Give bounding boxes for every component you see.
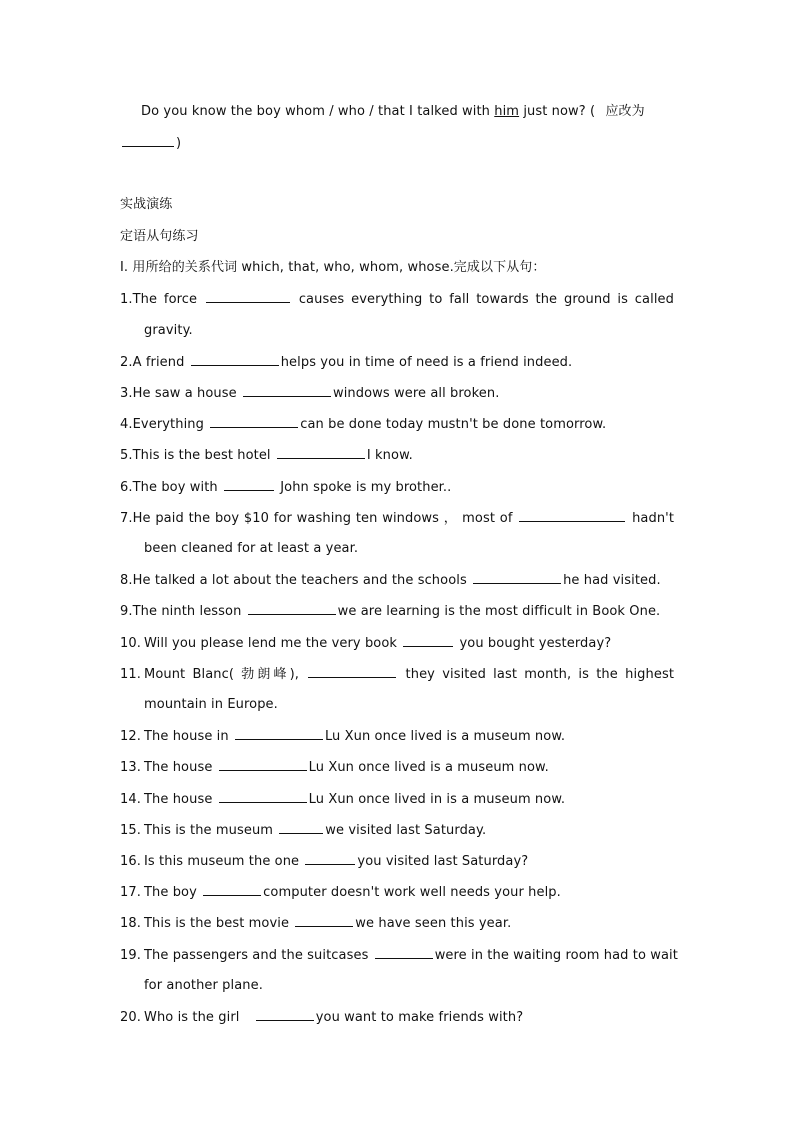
question-number: 20. — [120, 1010, 141, 1025]
answer-blank[interactable] — [191, 353, 279, 366]
question-text: The force — [132, 292, 198, 307]
answer-blank[interactable] — [308, 665, 396, 678]
question-text: The boy with — [132, 480, 218, 495]
answer-blank[interactable] — [219, 758, 307, 771]
question-16 — [120, 852, 528, 871]
answer-blank[interactable] — [219, 790, 307, 803]
answer-blank[interactable] — [277, 446, 365, 459]
question-1 — [120, 290, 674, 309]
question-number: 19. — [120, 948, 141, 963]
question-text: we have seen this year. — [355, 916, 512, 931]
question-text: Will you please lend me the very book — [144, 636, 398, 651]
question-text: hadn't — [632, 511, 675, 526]
question-12 — [120, 727, 565, 746]
question-11-cont: mountain in Europe. — [144, 697, 278, 712]
question-text: computer doesn't work well needs your help. — [263, 885, 561, 900]
question-number: 5. — [120, 448, 133, 463]
question-number: 1. — [120, 292, 133, 307]
question-3 — [120, 384, 499, 403]
question-text: we are learning is the most difficult in Book One. — [337, 604, 661, 619]
question-text: This is the best movie — [144, 916, 290, 931]
intro-line — [141, 103, 645, 121]
question-19 — [120, 946, 678, 965]
question-text: I know. — [366, 448, 413, 463]
answer-blank[interactable] — [473, 571, 561, 584]
question-text: he had visited. — [563, 573, 661, 588]
question-4 — [120, 415, 606, 434]
question-7-cont: been cleaned for at least a year. — [144, 541, 359, 556]
question-text: The boy — [144, 885, 197, 900]
intro-close-paren: ) — [176, 136, 182, 151]
question-text: Who is the girl — [144, 1010, 240, 1025]
answer-blank[interactable] — [256, 1008, 314, 1021]
question-number: 13. — [120, 760, 141, 775]
question-1-cont: gravity. — [144, 323, 193, 338]
question-text: The passengers and the suitcases — [144, 948, 369, 963]
question-text: He talked a lot about the teachers and the schools — [132, 573, 467, 588]
question-9 — [120, 602, 660, 621]
question-2 — [120, 353, 572, 372]
question-13 — [120, 758, 549, 777]
exercise-instruction: I. 用所给的关系代词 which, that, who, whom, whose.完成以下从句： — [120, 260, 546, 275]
question-text: can be done today mustn't be done tomorrow. — [300, 417, 607, 432]
question-text: The ninth lesson — [132, 604, 242, 619]
question-number: 2. — [120, 355, 133, 370]
question-5 — [120, 446, 413, 465]
answer-blank[interactable] — [295, 914, 353, 927]
question-text: we visited last Saturday. — [325, 823, 487, 838]
intro-text-2: just now? ( — [523, 104, 596, 119]
question-text: This is the museum — [144, 823, 274, 838]
question-text: windows were all broken. — [332, 386, 500, 401]
question-text: they visited last month, is the highest — [405, 667, 675, 682]
question-17 — [120, 883, 561, 902]
question-number: 17. — [120, 885, 141, 900]
question-18 — [120, 914, 511, 933]
question-text: The house in — [144, 729, 229, 744]
question-text: you bought yesterday? — [459, 636, 612, 651]
question-text: This is the best hotel — [132, 448, 271, 463]
answer-blank[interactable] — [235, 727, 323, 740]
intro-answer-line — [120, 134, 181, 153]
question-text: ), — [289, 667, 300, 682]
answer-blank[interactable] — [206, 290, 290, 303]
answer-blank[interactable] — [122, 134, 174, 147]
question-8 — [120, 571, 661, 590]
question-text: Mount Blanc( — [144, 667, 235, 682]
question-text: causes everything to fall towards the ground is called — [298, 292, 674, 307]
answer-blank[interactable] — [224, 478, 274, 491]
question-number: 10. — [120, 636, 141, 651]
answer-blank[interactable] — [375, 946, 433, 959]
question-text: A friend — [132, 355, 185, 370]
question-15 — [120, 821, 486, 840]
answer-blank[interactable] — [210, 415, 298, 428]
question-text: He saw a house — [132, 386, 237, 401]
question-20 — [120, 1008, 523, 1027]
question-number: 12. — [120, 729, 141, 744]
question-number: 16. — [120, 854, 141, 869]
question-text-chinese: 勃朗峰 — [241, 667, 290, 682]
section-heading: 实战演练 — [120, 197, 173, 212]
question-number: 6. — [120, 480, 133, 495]
subsection-heading: 定语从句练习 — [120, 229, 199, 244]
question-number: 11. — [120, 667, 141, 682]
question-text: Lu Xun once lived is a museum now. — [308, 760, 549, 775]
question-number: 18. — [120, 916, 141, 931]
question-text: He paid the boy $10 for washing ten windows ， most of — [132, 511, 513, 526]
question-7 — [120, 509, 674, 528]
question-text: helps you in time of need is a friend indeed. — [280, 355, 573, 370]
answer-blank[interactable] — [243, 384, 331, 397]
answer-blank[interactable] — [248, 602, 336, 615]
intro-text-3: 应改为 — [605, 104, 645, 119]
question-text: Is this museum the one — [144, 854, 300, 869]
question-text: The house — [144, 760, 213, 775]
question-number: 7. — [120, 511, 133, 526]
question-text: John spoke is my brother.. — [280, 480, 452, 495]
intro-text: Do you know the boy whom / who / that I talked with — [141, 104, 491, 119]
question-text: The house — [144, 792, 213, 807]
question-number: 15. — [120, 823, 141, 838]
question-number: 14. — [120, 792, 141, 807]
question-number: 3. — [120, 386, 133, 401]
question-19-cont: for another plane. — [144, 978, 263, 993]
intro-underlined-word: him — [494, 104, 520, 119]
question-11 — [120, 665, 674, 684]
question-text: you visited last Saturday? — [357, 854, 529, 869]
question-text: Lu Xun once lived in is a museum now. — [308, 792, 566, 807]
answer-blank[interactable] — [279, 821, 323, 834]
question-text: were in the waiting room had to wait — [434, 948, 678, 963]
question-text: you want to make friends with? — [315, 1010, 524, 1025]
question-text: Lu Xun once lived is a museum now. — [324, 729, 566, 744]
question-number: 9. — [120, 604, 133, 619]
question-number: 8. — [120, 573, 133, 588]
question-text: Everything — [132, 417, 204, 432]
question-10 — [120, 634, 611, 653]
question-6 — [120, 478, 451, 497]
answer-blank[interactable] — [305, 852, 355, 865]
question-number: 4. — [120, 417, 133, 432]
answer-blank[interactable] — [203, 883, 261, 896]
question-14 — [120, 790, 565, 809]
answer-blank[interactable] — [403, 634, 453, 647]
answer-blank[interactable] — [519, 509, 625, 522]
